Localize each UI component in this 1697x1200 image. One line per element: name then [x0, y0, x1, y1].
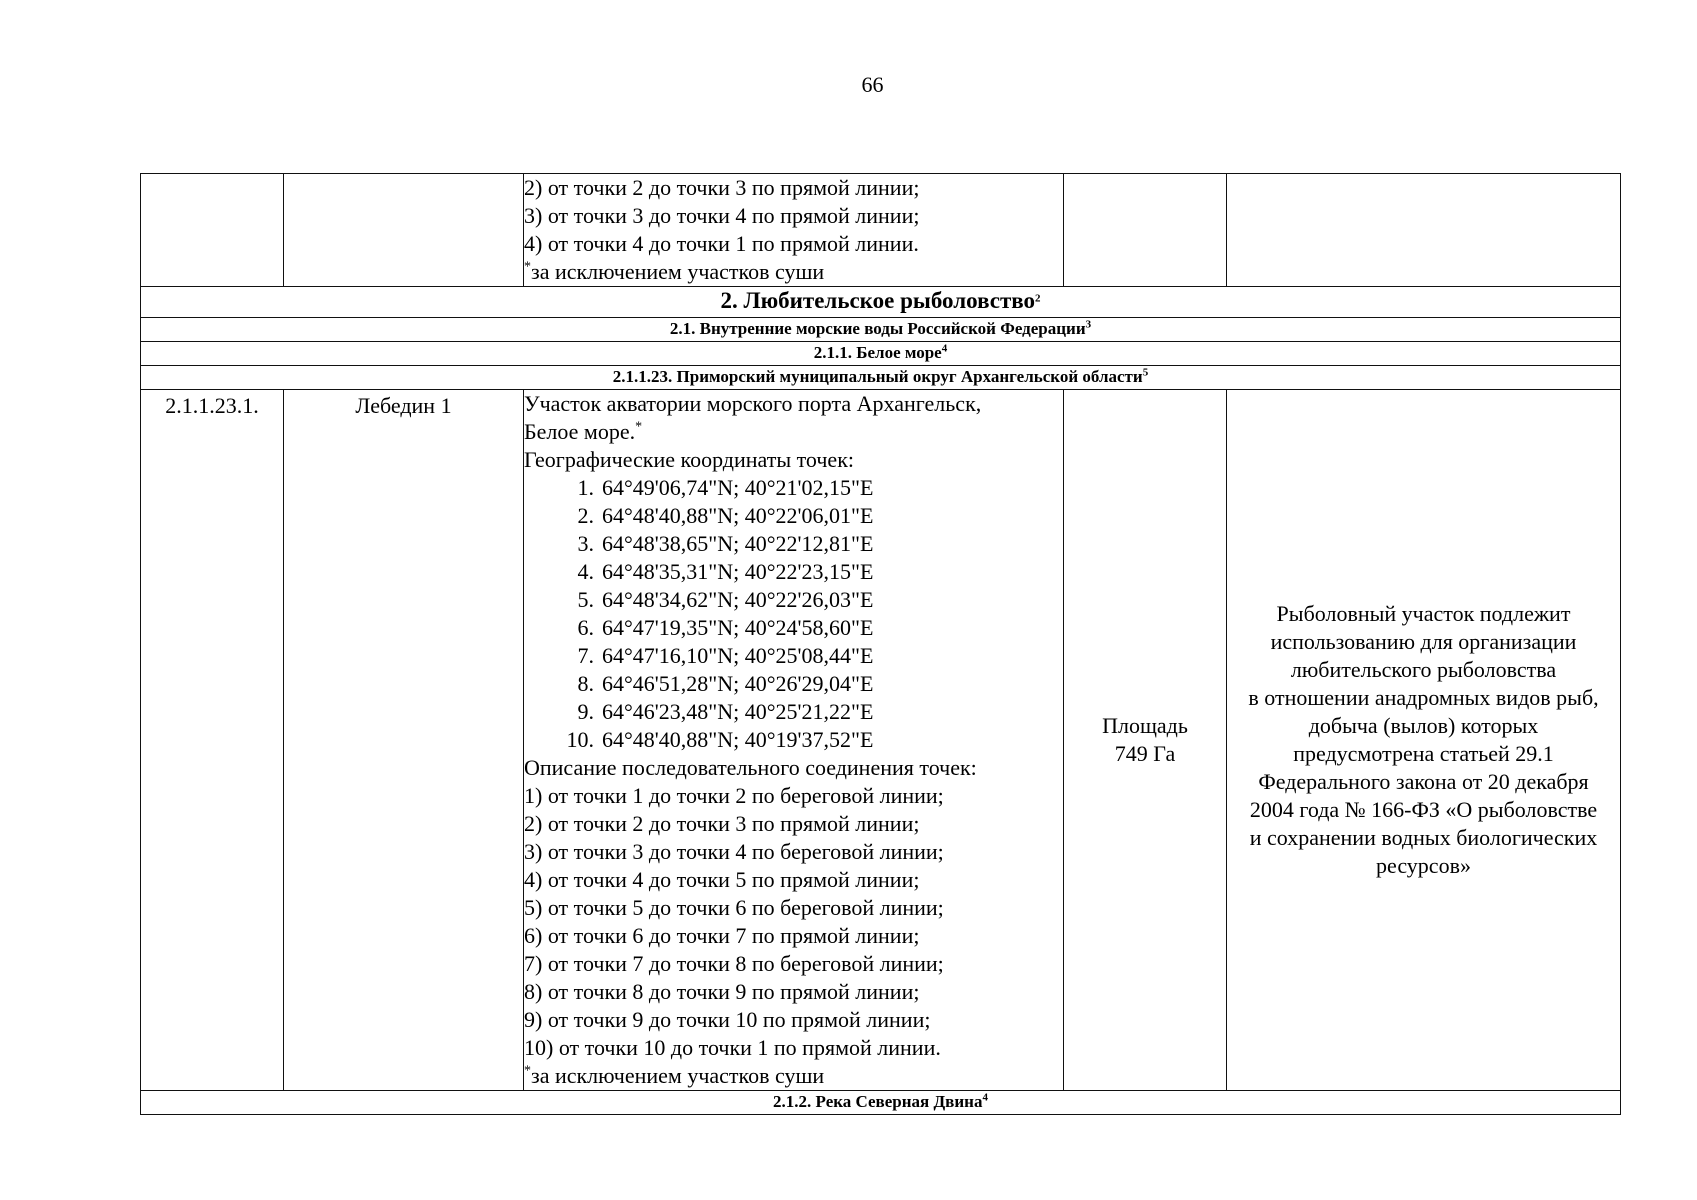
footnote-ref: 3 — [1085, 318, 1092, 331]
list-item: 4. 64°48'35,31"N; 40°22'23,15"E — [577, 559, 874, 584]
note-line: использованию для организации — [1270, 629, 1577, 654]
list-item: 2. 64°48'40,88"N; 40°22'06,01"E — [577, 503, 874, 528]
cell-name-empty — [284, 174, 524, 287]
continuation-line: 2) от точки 2 до точки 3 по прямой линии; — [524, 175, 920, 200]
connection-line: 5) от точки 5 до точки 6 по береговой линии; — [524, 895, 944, 920]
footnote-ref: 4 — [941, 342, 948, 355]
cell-number-empty — [141, 174, 284, 287]
footnote-ref: 4 — [982, 1091, 988, 1104]
note-line: 2004 года № 166-ФЗ «О рыболовстве — [1249, 797, 1598, 822]
footnote-mark: * — [635, 419, 643, 435]
cell-area-empty — [1064, 174, 1227, 287]
footnote-text: за исключением участков суши — [531, 1063, 825, 1088]
section-heading-row — [141, 287, 1621, 318]
row-note — [1227, 390, 1621, 1091]
list-item: 7. 64°47'16,10"N; 40°25'08,44"E — [577, 643, 874, 668]
connection-line: 2) от точки 2 до точки 3 по прямой линии; — [524, 811, 920, 836]
coordinates-heading: Географические координаты точек: — [524, 447, 854, 472]
footnote-ref: 5 — [1142, 366, 1149, 379]
list-item: 1. 64°49'06,74"N; 40°21'02,15"E — [577, 475, 874, 500]
description-line: Участок акватории морского порта Архангельск, — [524, 391, 982, 416]
area-value: 749 Га — [1114, 741, 1176, 766]
cell-note-empty — [1227, 174, 1621, 287]
row-number: 2.1.1.23.1. — [141, 390, 284, 1091]
footnote-mark: * — [524, 259, 531, 275]
note-line: Федерального закона от 20 декабря — [1258, 769, 1589, 794]
fishing-areas-table — [140, 173, 1621, 1115]
area-label: Площадь — [1102, 713, 1188, 738]
footnote-line — [524, 258, 1063, 286]
note-line: Рыболовный участок подлежит — [1276, 601, 1571, 626]
subsection-heading: 2.1. Внутренние морские воды Российской Федерации$^3$ — [141, 318, 1621, 342]
connection-line: 8) от точки 8 до точки 9 по прямой линии; — [524, 979, 920, 1004]
row-area — [1064, 390, 1227, 1091]
row-area-name: Лебедин 1 — [284, 390, 524, 1091]
footnote-mark: * — [524, 1063, 531, 1079]
coordinates-list — [524, 474, 1063, 754]
continuation-line: 3) от точки 3 до точки 4 по прямой линии; — [524, 203, 920, 228]
note-line: в отношении анадромных видов рыб, — [1248, 685, 1599, 710]
note-line: любительского рыболовства — [1290, 657, 1557, 682]
page-number: 66 — [861, 72, 884, 97]
district-heading: 2.1.1.23. Приморский муниципальный округ Архангельской области$^5$ — [141, 366, 1621, 390]
footnote-ref: 2 — [1035, 292, 1041, 305]
sea-heading: 2.1.1. Белое море$^4$ — [141, 342, 1621, 366]
district-heading-row — [141, 366, 1621, 390]
table-row-continuation — [141, 174, 1621, 287]
next-section-heading-row — [141, 1091, 1621, 1115]
connection-line: 10) от точки 10 до точки 1 по прямой линии. — [524, 1035, 941, 1060]
section-heading: 2. Любительское рыболовство$^2$ — [141, 287, 1621, 318]
connection-line: 7) от точки 7 до точки 8 по береговой линии; — [524, 951, 944, 976]
list-item: 8. 64°46'51,28"N; 40°26'29,04"E — [577, 671, 874, 696]
connection-line: 3) от точки 3 до точки 4 по береговой линии; — [524, 839, 944, 864]
footnote-text: за исключением участков суши — [531, 259, 825, 284]
list-item: 6. 64°47'19,35"N; 40°24'58,60"E — [577, 615, 874, 640]
connection-line: 1) от точки 1 до точки 2 по береговой линии; — [524, 783, 944, 808]
sea-heading-row — [141, 342, 1621, 366]
list-item: 5. 64°48'34,62"N; 40°22'26,03"E — [577, 587, 874, 612]
note-line: ресурсов» — [1376, 853, 1471, 878]
note-line: предусмотрена статьей 29.1 — [1293, 741, 1554, 766]
table-row — [141, 390, 1621, 1091]
description-line: Белое море.* — [524, 419, 643, 444]
row-description — [524, 390, 1064, 1091]
connection-heading: Описание последовательного соединения точек: — [524, 755, 977, 780]
note-line: и сохранении водных биологических — [1249, 825, 1598, 850]
footnote-line — [524, 1062, 1063, 1090]
subsection-heading-row — [141, 318, 1621, 342]
note-line: добыча (вылов) которых — [1308, 713, 1539, 738]
connection-line: 6) от точки 6 до точки 7 по прямой линии; — [524, 923, 920, 948]
list-item: 3. 64°48'38,65"N; 40°22'12,81"E — [577, 531, 874, 556]
connection-line: 4) от точки 4 до точки 5 по прямой линии; — [524, 867, 920, 892]
cell-description-continuation — [524, 174, 1064, 287]
list-item: 9. 64°46'23,48"N; 40°25'21,22"E — [577, 699, 874, 724]
list-item: 10. 64°48'40,88"N; 40°19'37,52"E — [566, 727, 874, 752]
connection-line: 9) от точки 9 до точки 10 по прямой линии; — [524, 1007, 931, 1032]
continuation-line: 4) от точки 4 до точки 1 по прямой линии. — [524, 231, 919, 256]
next-section-heading: 2.1.2. Река Северная Двина$^4$ — [141, 1091, 1621, 1115]
